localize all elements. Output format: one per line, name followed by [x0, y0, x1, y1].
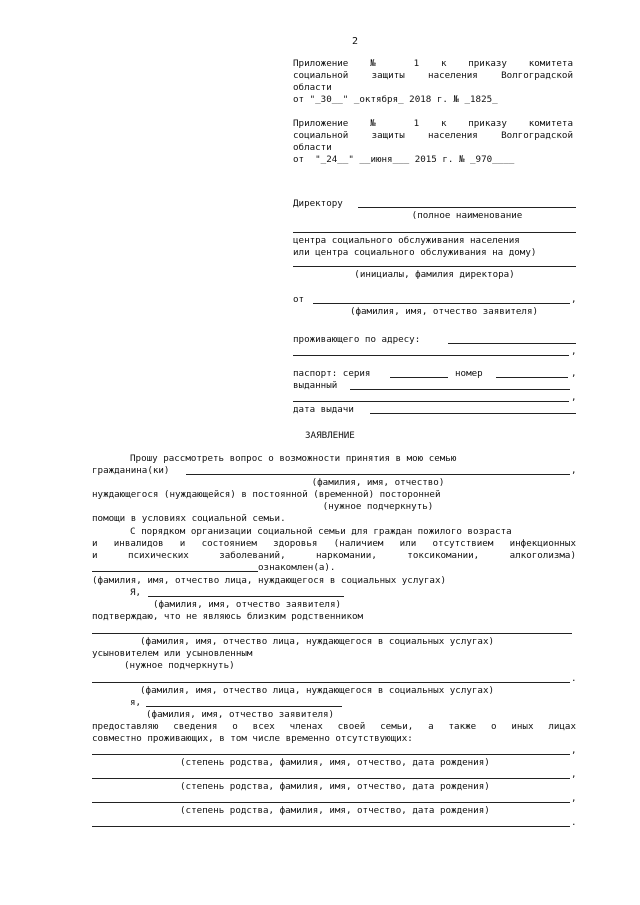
ya-label-1: Я,: [130, 587, 142, 598]
relative-name-field[interactable]: [92, 633, 572, 634]
address-field-2[interactable]: [293, 355, 569, 356]
family-comma-2: ,: [571, 769, 577, 780]
passport-comma: ,: [571, 368, 577, 379]
residing-label: проживающего по адресу:: [293, 334, 421, 345]
acquainted-name-field[interactable]: [92, 571, 258, 572]
appendix-1-line-4: от "_30__" _октября_ 2018 г. № _1825_: [293, 94, 498, 105]
citizen-field[interactable]: [186, 474, 570, 475]
confirm-not-relative-text: подтверждаю, что не являюсь близким родственником: [92, 611, 364, 622]
family-member-field-1[interactable]: [92, 754, 570, 755]
appendix-2-line-4: от "_24__" __июня___ 2015 г. № _970____: [293, 154, 515, 165]
family-member-field-2[interactable]: [92, 778, 570, 779]
family-comma-4: .: [571, 817, 577, 828]
center-name-field[interactable]: [293, 232, 576, 233]
person-needing-field-3[interactable]: [92, 682, 570, 683]
person-needing-hint-3: (фамилия, имя, отчество лица, нуждающегося в социальных услугах): [140, 685, 495, 696]
issue-date-field[interactable]: [370, 413, 576, 414]
issued-field-2[interactable]: [293, 401, 569, 402]
appendix-1-line-3: области: [293, 82, 332, 93]
underline-hint: (нужное подчеркнуть): [322, 501, 434, 512]
director-hint: (полное наименование: [411, 210, 523, 221]
issued-label: выданный: [293, 380, 338, 391]
passport-number-label: номер: [455, 368, 483, 379]
from-label: от: [293, 294, 305, 305]
procedure-line-3: и психических заболеваний, наркомании, токсикомании, алкоголизма): [92, 550, 576, 561]
procedure-line-2: и инвалидов и состоянием здоровья (наличием или отсутствием инфекционных: [92, 538, 576, 549]
appendix-2-line-2: социальной защиты населения Волгоградской: [293, 130, 573, 141]
family-member-field-4[interactable]: [92, 826, 570, 827]
person-needing-hint-2: (фамилия, имя, отчество лица, нуждающегося в социальных услугах): [140, 636, 495, 647]
citizen-comma: ,: [571, 465, 577, 476]
citizen-label: гражданина(ки): [92, 465, 170, 476]
relation-hint-2: (степень родства, фамилия, имя, отчество, дата рождения): [180, 781, 490, 792]
ya-label-2: я,: [130, 697, 142, 708]
person-needing-comma-3: .: [571, 673, 577, 684]
issue-date-label: дата выдачи: [293, 404, 354, 415]
from-comma: ,: [571, 294, 577, 305]
center-line-2: или центра социального обслуживания на дому): [293, 247, 537, 258]
issued-field-1[interactable]: [350, 389, 570, 390]
passport-series-field[interactable]: [390, 377, 448, 378]
provide-info-line-2: совместно проживающих, в том числе временно отсутствующих:: [92, 733, 413, 744]
director-label: Директору: [293, 198, 343, 209]
relation-hint-3: (степень родства, фамилия, имя, отчество, дата рождения): [180, 805, 490, 816]
center-line-1: центра социального обслуживания населения: [293, 235, 520, 246]
help-conditions-text: помощи в условиях социальной семьи.: [92, 513, 286, 524]
passport-number-field[interactable]: [496, 377, 568, 378]
relation-hint-1: (степень родства, фамилия, имя, отчество, дата рождения): [180, 757, 490, 768]
page-number: 2: [352, 36, 359, 47]
appendix-2-line-3: области: [293, 142, 332, 153]
family-member-field-3[interactable]: [92, 802, 570, 803]
address-field-1[interactable]: [448, 343, 576, 344]
appendix-1-line-2: социальной защиты населения Волгоградской: [293, 70, 573, 81]
family-comma-3: ,: [571, 793, 577, 804]
procedure-line-1: С порядком организации социальной семьи для граждан пожилого возраста: [130, 526, 512, 537]
request-text: Прошу рассмотреть вопрос о возможности принятия в мою семью: [130, 453, 457, 464]
applicant-field-1[interactable]: [148, 596, 344, 597]
passport-label: паспорт: серия: [293, 368, 371, 379]
appendix-2-line-1: Приложение № 1 к приказу комитета: [293, 118, 573, 129]
acquainted-text: ознакомлен(а).: [258, 562, 336, 573]
director-initials-field[interactable]: [293, 266, 576, 267]
adopter-text: усыновителем или усыновленным: [92, 648, 253, 659]
appendix-1-line-1: Приложение № 1 к приказу комитета: [293, 58, 573, 69]
director-field[interactable]: [358, 207, 576, 208]
applicant-hint-1: (фамилия, имя, отчество заявителя): [152, 599, 342, 610]
address-comma: ,: [571, 346, 577, 357]
citizen-fio-hint: (фамилия, имя, отчество): [311, 477, 445, 488]
applicant-field-2[interactable]: [146, 706, 342, 707]
person-needing-hint-1: (фамилия, имя, отчество лица, нуждающегося в социальных услугах): [92, 575, 447, 586]
director-initials-hint: (инициалы, фамилия директора): [354, 269, 515, 280]
family-comma-1: ,: [571, 745, 577, 756]
from-hint: (фамилия, имя, отчество заявителя): [349, 306, 539, 317]
provide-info-line-1: предоставляю сведения о всех членах своей семьи, а также о иных лицах: [92, 721, 576, 732]
needing-text: нуждающегося (нуждающейся) в постоянной (временной) посторонней: [92, 489, 441, 500]
underline-hint-2: (нужное подчеркнуть): [124, 660, 235, 671]
document-title: ЗАЯВЛЕНИЕ: [305, 430, 355, 441]
from-field[interactable]: [313, 303, 570, 304]
issued-comma: ,: [571, 392, 577, 403]
applicant-hint-2: (фамилия, имя, отчество заявителя): [146, 709, 335, 720]
